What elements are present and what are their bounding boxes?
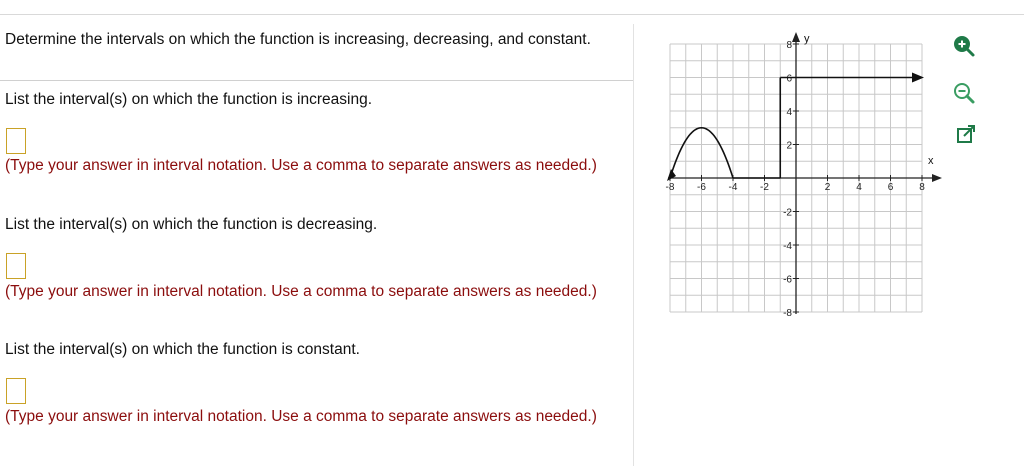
x-tick-label: 2 [824,182,831,193]
x-tick-label: -4 [728,182,738,193]
zoom-in-icon [952,34,976,58]
question-divider [0,80,633,81]
increasing-answer-input[interactable] [6,128,26,154]
y-tick-label: -6 [783,274,792,286]
pop-out-button[interactable] [952,121,980,149]
y-tick-label: -2 [783,207,792,219]
panel-divider [633,24,634,466]
left-arrowhead [667,169,676,181]
constant-prompt: List the interval(s) on which the function is constant. [5,341,360,358]
x-tick-label: -8 [665,182,675,193]
constant-hint: (Type your answer in interval notation. Use a comma to separate answers as needed.) [5,408,597,425]
decreasing-hint: (Type your answer in interval notation. Use a comma to separate answers as needed.) [5,283,597,300]
decreasing-answer-input[interactable] [6,253,26,279]
zoom-out-icon [952,81,976,105]
question-text: Determine the intervals on which the function is increasing, decreasing, and constant. [5,31,591,48]
increasing-prompt: List the interval(s) on which the function is increasing. [5,91,373,108]
y-tick-label: 4 [786,107,792,118]
x-tick-label: -2 [760,182,769,193]
y-axis-arrow [792,32,800,42]
x-axis-arrow [932,174,942,182]
y-axis-label: y [804,33,810,45]
y-tick-label: -4 [783,241,792,252]
pop-out-icon [955,124,977,146]
y-tick-label: 6 [786,73,792,85]
x-tick-label: 4 [856,182,862,193]
function-graph [660,30,950,326]
x-tick-label: 6 [887,182,894,193]
x-axis-label: x [928,155,934,167]
decreasing-prompt: List the interval(s) on which the function is decreasing. [5,216,378,233]
top-divider [0,14,1024,15]
constant-answer-input[interactable] [6,378,26,404]
y-tick-label: 8 [786,40,792,51]
y-tick-label: -8 [783,308,792,319]
graph-axes [665,32,942,314]
zoom-in-button[interactable] [950,32,978,60]
increasing-hint: (Type your answer in interval notation. Use a comma to separate answers as needed.) [5,157,597,174]
x-tick-label: -6 [697,182,706,193]
y-tick-label: 2 [786,140,792,152]
zoom-out-button[interactable] [950,79,978,107]
x-tick-label: 8 [919,182,925,193]
